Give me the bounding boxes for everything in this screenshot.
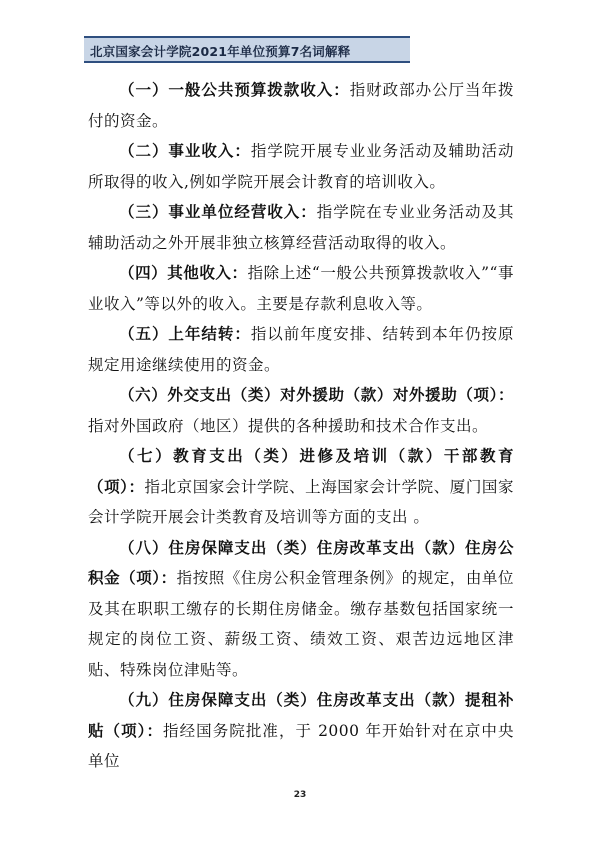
definition-term: （八）住房保障支出（类）住房改革支出（款）住房公积金（项）： (88, 538, 514, 587)
page-header (84, 36, 410, 63)
definition-text: 指对外国政府（地区）提供的各种援助和技术合作支出。 (88, 416, 489, 435)
definition-term: （三）事业单位经营收入： (119, 203, 317, 221)
definition-text: 指经国务院批准，于 2000 年开始针对在京中央单位 (88, 721, 514, 770)
definition-paragraph (88, 75, 514, 136)
definition-term: （六）外交支出（类）对外援助（款）对外援助（项）： (119, 386, 514, 404)
definition-paragraph (88, 441, 514, 533)
definition-term: （四）其他收入： (119, 264, 248, 282)
definition-text: 指学院在专业业务活动及其辅助活动之外开展非独立核算经营活动取得的收入。 (88, 203, 514, 252)
definition-text: 指财政部办公厅当年拨付的资金。 (88, 81, 514, 130)
definition-term: （九）住房保障支出（类）住房改革支出（款）提租补贴（项）： (88, 691, 514, 740)
definition-paragraph (88, 136, 514, 197)
definition-paragraph (88, 685, 514, 777)
definition-paragraph (88, 380, 514, 441)
definition-text: 指北京国家会计学院、上海国家会计学院、厦门国家会计学院开展会计类教育及培训等方面的支出 。 (88, 477, 514, 526)
header-title: 北京国家会计学院2021年单位预算7名词解释 (90, 44, 351, 59)
page-number: 23 (293, 790, 307, 800)
definition-term: （七）教育支出（类）进修及培训（款）干部教育（项）： (88, 447, 514, 496)
definition-term: （一）一般公共预算拨款收入： (119, 81, 350, 99)
definition-paragraph (88, 319, 514, 380)
definition-term: （二）事业收入： (119, 142, 251, 160)
document-body (88, 75, 514, 777)
definition-paragraph (88, 533, 514, 686)
definition-paragraph (88, 197, 514, 258)
definition-text: 指学院开展专业业务活动及辅助活动所取得的收入,例如学院开展会计教育的培训收入。 (88, 142, 514, 191)
definition-term: （五）上年结转： (119, 325, 251, 343)
definition-text: 指除上述“一般公共预算拨款收入”“事业收入”等以外的收入。主要是存款利息收入等。 (88, 264, 514, 313)
definition-text: 指按照《住房公积金管理条例》的规定，由单位及其在职职工缴存的长期住房储金。缴存基数包括国家统一规定的岗位工资、薪级工资、绩效工资、艰苦边远地区津贴、特殊岗位津贴等。 (88, 569, 514, 679)
definition-text: 指以前年度安排、结转到本年仍按原规定用途继续使用的资金。 (88, 325, 514, 374)
definition-paragraph (88, 258, 514, 319)
